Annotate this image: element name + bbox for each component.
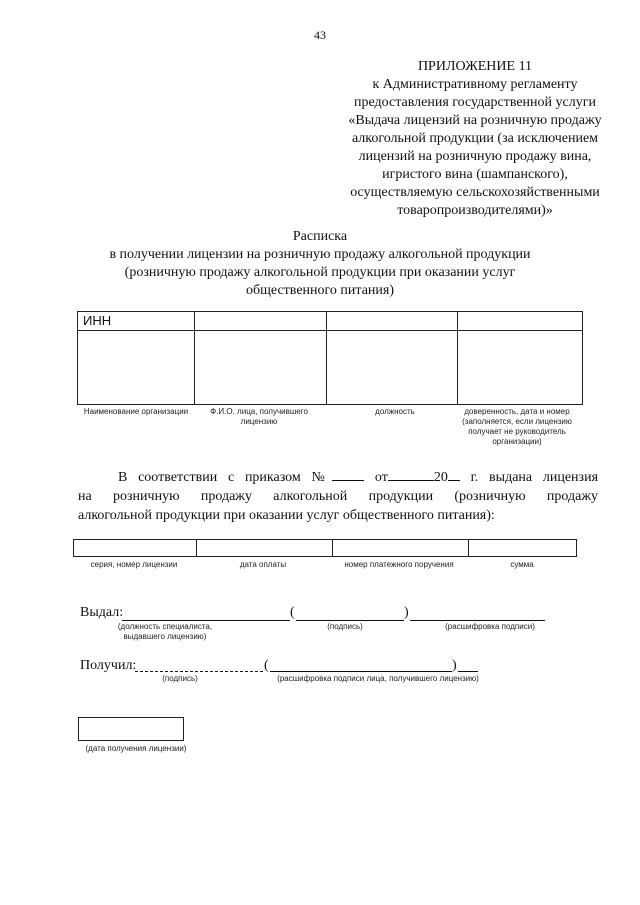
received-decode-line bbox=[270, 671, 452, 672]
appendix-line: предоставления государственной услуги bbox=[354, 95, 596, 110]
received-label: Получил: bbox=[80, 658, 137, 673]
statement-line-1 bbox=[78, 468, 598, 487]
caption-receipt-date: (дата получения лицензии) bbox=[85, 744, 187, 753]
caption-license-number: серия, номер лицензии bbox=[90, 560, 178, 569]
statement-line-2: на розничную продажу алкогольной продукции (розничную продажу bbox=[78, 489, 598, 504]
table-column-divider bbox=[457, 312, 458, 404]
caption-issuer-signature: (подпись) bbox=[327, 622, 363, 631]
issued-paren-close: ) bbox=[404, 605, 409, 620]
caption-payment-date: дата оплаты bbox=[239, 560, 287, 569]
issued-decode-line bbox=[410, 620, 545, 621]
table-column-divider bbox=[196, 540, 197, 556]
caption-recipient-name: Ф.И.О. лица, получившего лицензию bbox=[210, 407, 308, 426]
statement-text: В соответствии с приказом № bbox=[118, 470, 333, 485]
statement-line-3: алкогольной продукции при оказании услуг общественного питания): bbox=[78, 508, 495, 523]
order-date-blank bbox=[388, 468, 434, 481]
issued-position-line bbox=[122, 620, 290, 621]
appendix-line: алкогольной продукции (за исключением bbox=[351, 131, 599, 146]
receipt-subtitle-line: общественного питания) bbox=[246, 283, 394, 298]
appendix-line: лицензий на розничную продажу вина, bbox=[358, 149, 592, 164]
receipt-subtitle-line: в получении лицензии на розничную продажу алкогольной продукции bbox=[109, 247, 531, 262]
caption-power-of-attorney: доверенность, дата и номер (заполняется, если лицензию получает не руководитель организации) bbox=[462, 407, 572, 446]
organization-table bbox=[77, 311, 583, 405]
table-column-divider bbox=[468, 540, 469, 556]
received-paren-close: ) bbox=[452, 658, 457, 673]
appendix-title: ПРИЛОЖЕНИЕ 11 bbox=[417, 59, 533, 74]
issued-label: Выдал: bbox=[80, 605, 124, 620]
statement-text: 20 bbox=[433, 470, 448, 485]
caption-payment-order: номер платежного поручения bbox=[344, 560, 454, 569]
caption-recipient-signature: (подпись) bbox=[162, 674, 198, 683]
caption-recipient-decode: (расшифровка подписи лица, получившего лицензию) bbox=[277, 674, 479, 683]
received-trailing-line bbox=[458, 671, 478, 672]
receipt-date-box bbox=[78, 717, 184, 741]
table-column-divider bbox=[326, 312, 327, 404]
caption-issuer-position: (должность специалиста, выдавшего лицензию) bbox=[117, 622, 213, 641]
table-header-divider bbox=[78, 330, 582, 331]
appendix-header bbox=[320, 58, 630, 220]
year-blank bbox=[448, 468, 460, 481]
caption-amount: сумма bbox=[510, 560, 534, 569]
appendix-line: осуществляемую сельскохозяйственными bbox=[350, 185, 600, 200]
issued-paren-open: ( bbox=[290, 605, 295, 620]
statement-text: г. выдана лицензия bbox=[470, 470, 599, 485]
appendix-line: к Административному регламенту bbox=[372, 77, 578, 92]
license-statement bbox=[78, 468, 598, 525]
receipt-title: Расписка bbox=[292, 229, 348, 244]
table-column-divider bbox=[332, 540, 333, 556]
appendix-line: «Выдача лицензий на розничную продажу bbox=[348, 113, 602, 128]
caption-issuer-decode: (расшифровка подписи) bbox=[445, 622, 535, 631]
appendix-line: игристого вина (шампанского), bbox=[382, 167, 568, 182]
order-number-blank bbox=[332, 468, 364, 481]
received-signature-line bbox=[135, 671, 263, 672]
table-column-divider bbox=[194, 312, 195, 404]
caption-position: должность bbox=[375, 407, 415, 416]
receipt-heading bbox=[40, 228, 600, 300]
payment-table bbox=[73, 539, 577, 557]
appendix-line: товаропроизводителями)» bbox=[397, 203, 553, 218]
caption-organization-name: Наименование организации bbox=[83, 407, 189, 416]
inn-label: ИНН bbox=[83, 313, 112, 328]
received-paren-open: ( bbox=[264, 658, 269, 673]
receipt-subtitle-line: (розничную продажу алкогольной продукции при оказании услуг bbox=[124, 265, 516, 280]
statement-text: от bbox=[374, 470, 388, 485]
issued-signature-line bbox=[296, 620, 404, 621]
page-number: 43 bbox=[314, 28, 326, 42]
